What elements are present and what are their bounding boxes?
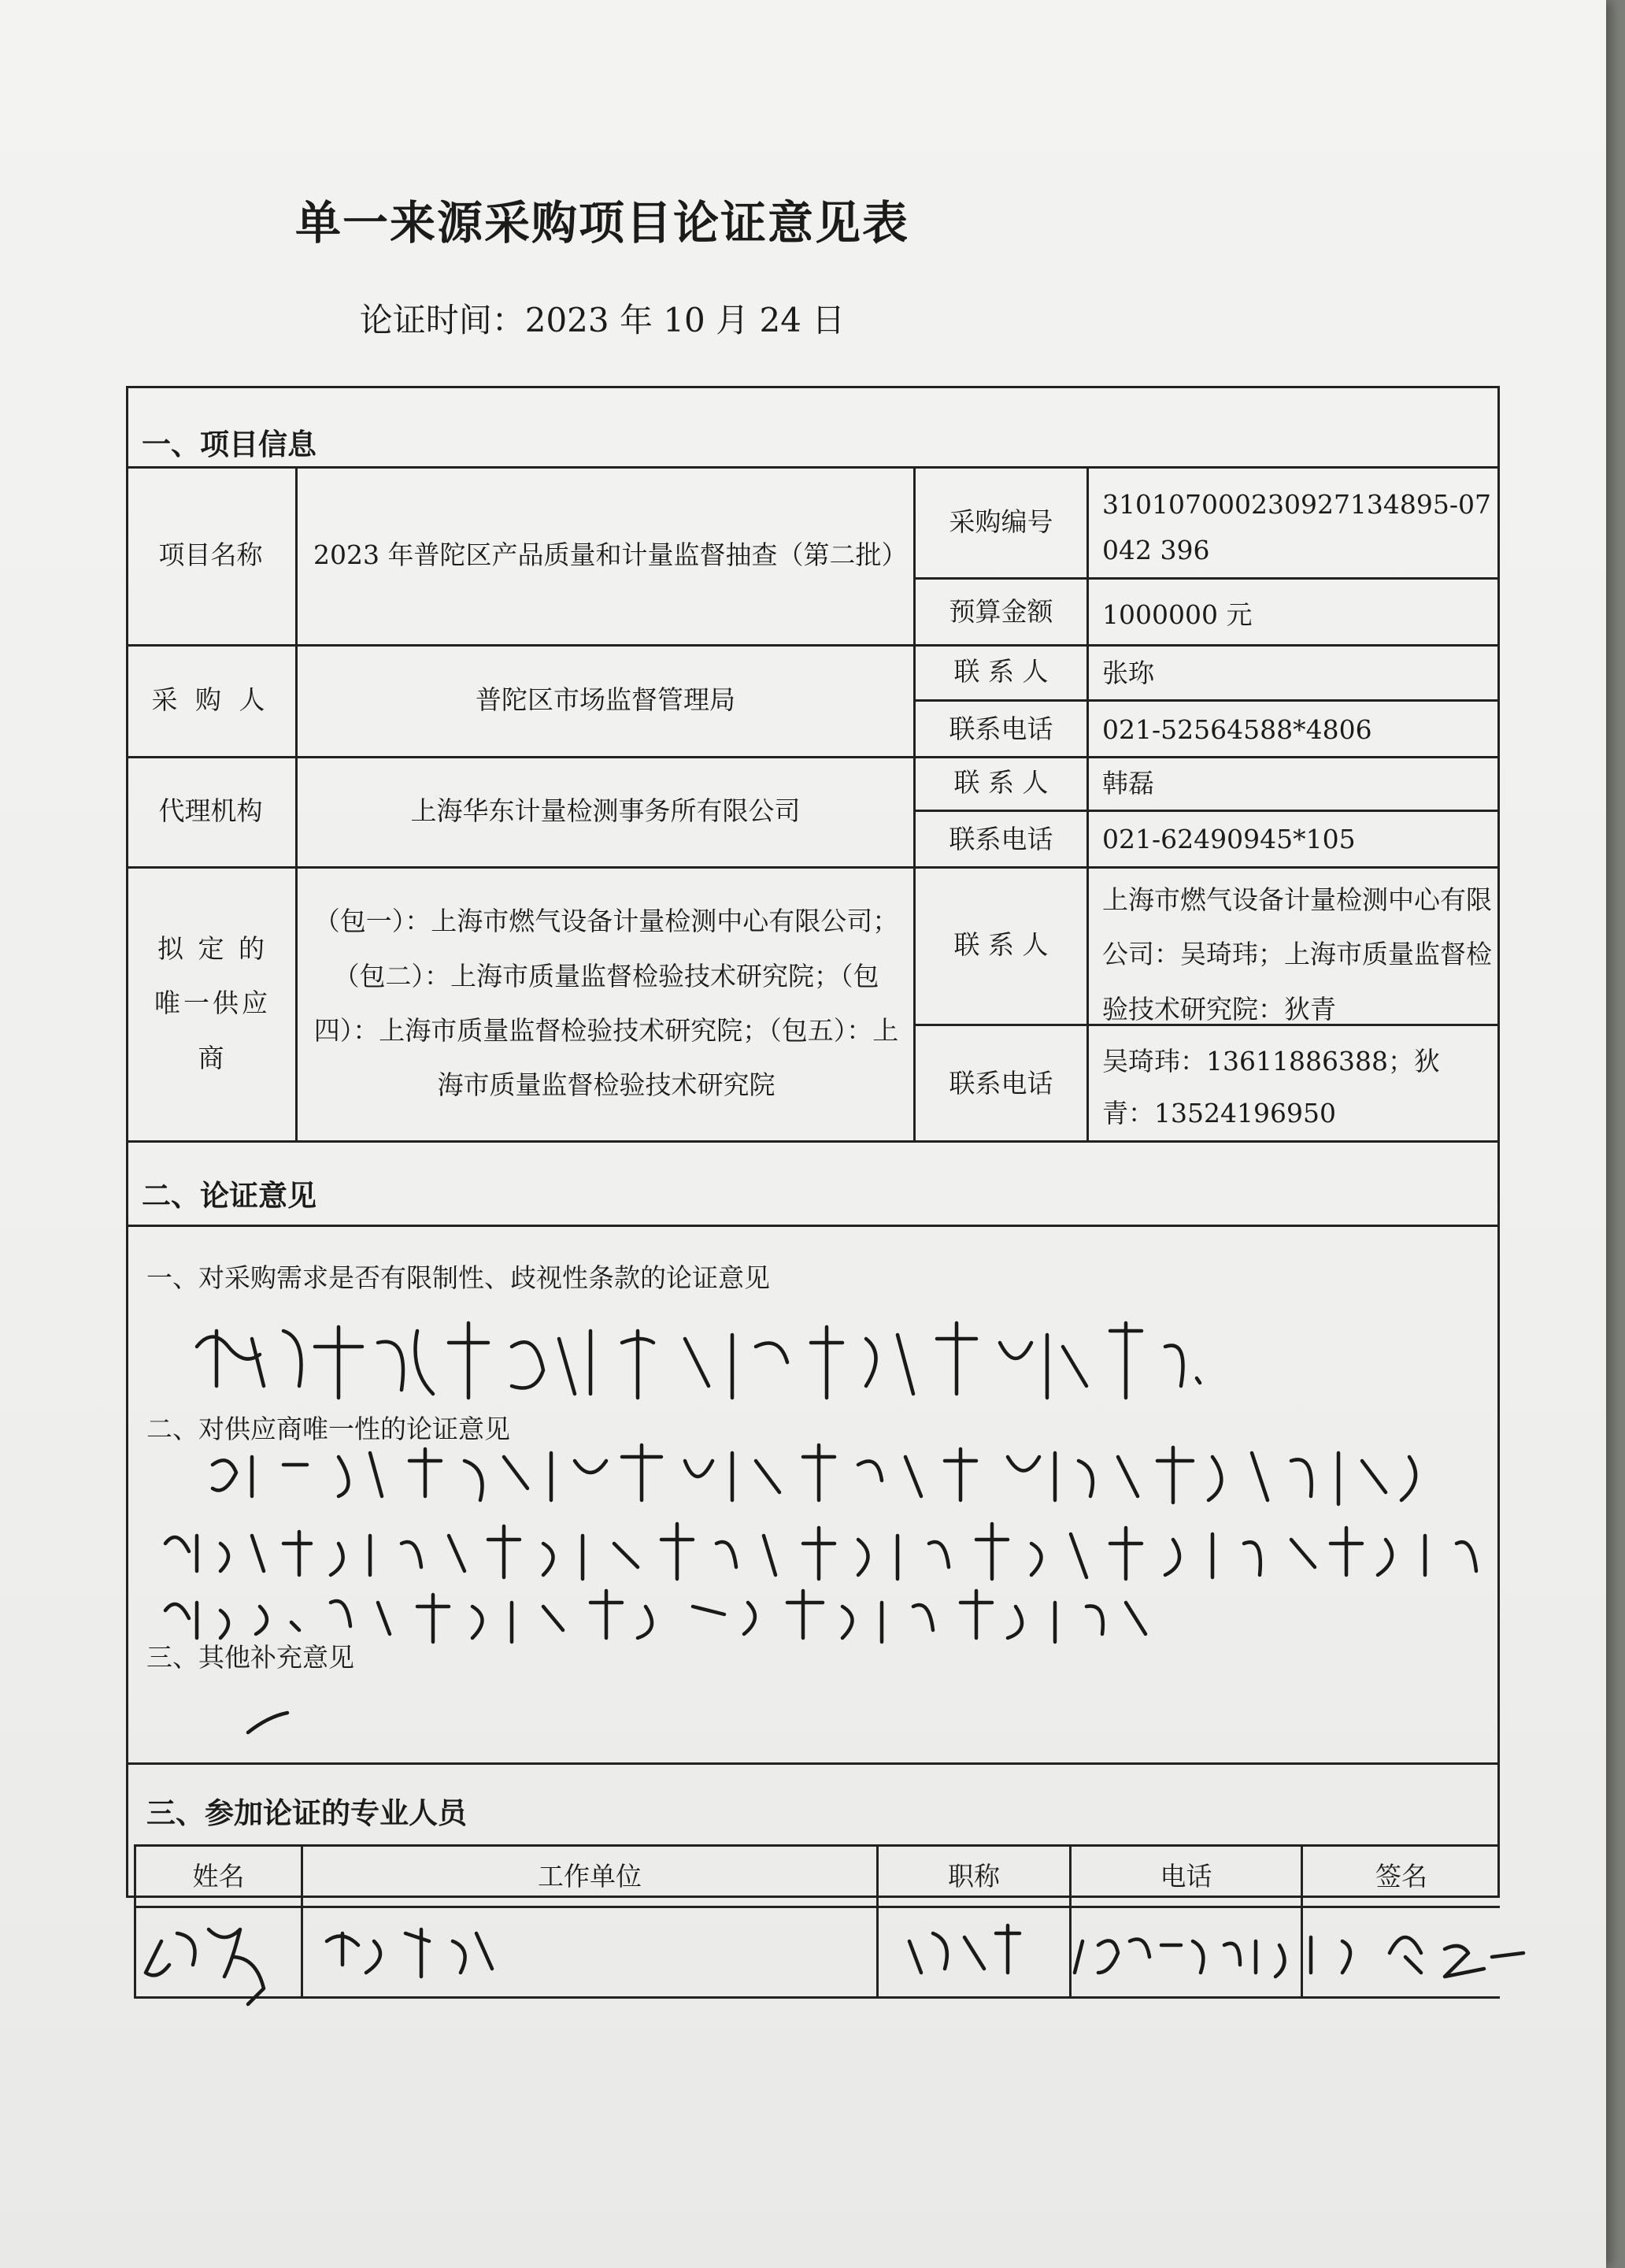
purchaser-value: 普陀区市场监督管理局: [476, 684, 735, 716]
supplier-label: 拟 定 的 唯一供应商: [154, 933, 271, 1073]
date-line: 论证时间：2023 年 10 月 24 日: [359, 301, 846, 339]
purchaser-contact-value: 张珎: [1102, 658, 1154, 688]
col-name: 姓名: [192, 1860, 245, 1892]
procurement-no-value: 3101070002309271348​95-07042 396: [1102, 489, 1492, 565]
question-restrictive-terms: 一、对采购需求是否有限制性、歧视性条款的论证意见: [146, 1262, 770, 1293]
col-signature: 签名: [1375, 1860, 1427, 1892]
section-heading-opinion: 二、论证意见: [142, 1179, 316, 1213]
col-title: 职称: [948, 1860, 1000, 1892]
purchaser-label: 采 购 人: [151, 684, 270, 716]
col-work-unit: 工作单位: [538, 1860, 642, 1892]
purchaser-contact-label: 联 系 人: [953, 656, 1049, 687]
handwritten-expert-row: [138, 1910, 1539, 2020]
supplier-phone-label: 联系电话: [949, 1067, 1053, 1099]
document-title: 单一来源采购项目论证意见表: [294, 196, 909, 250]
supplier-contact-label: 联 系 人: [953, 929, 1049, 961]
agency-contact-value: 韩磊: [1102, 768, 1154, 799]
section-heading-project-info: 一、项目信息: [142, 428, 316, 461]
procurement-no-label: 采购编号: [949, 506, 1053, 537]
agency-contact-label: 联 系 人: [953, 767, 1049, 799]
supplier-phone-value: 吴琦玮：13611886388；狄青：13524196950: [1102, 1046, 1440, 1128]
handwritten-opinion-1: [181, 1299, 1480, 1425]
budget-label: 预算金额: [949, 596, 1053, 628]
agency-phone-value: 021-62490945*105: [1102, 824, 1356, 854]
project-name-label: 项目名称: [158, 539, 263, 571]
question-other-opinions: 三、其他补充意见: [146, 1642, 354, 1673]
budget-value: 1000000 元: [1102, 599, 1253, 630]
purchaser-phone-label: 联系电话: [949, 713, 1053, 744]
section-heading-experts: 三、参加论证的专业人员: [146, 1796, 467, 1830]
supplier-value: （包一）：上海市燃气设备计量检测中心有限公司；（包二）：上海市质量监督检验技术研究院；（包四）：上海市质量监督检验技术研究院；（包五）：上海市质量监督检验技术研究院: [313, 906, 899, 1101]
agency-phone-label: 联系电话: [949, 823, 1053, 854]
agency-label: 代理机构: [158, 795, 263, 827]
project-name-value: 2023 年普陀区产品质量和计量监督抽查（第二批）: [313, 539, 908, 571]
col-phone: 电话: [1160, 1860, 1212, 1892]
handwritten-dash: [244, 1707, 291, 1739]
supplier-contact-value: 上海市燃气设备计量检测中心有限公司：吴琦玮；上海市质量监督检验技术研究院：狄青: [1102, 884, 1492, 1025]
question-supplier-uniqueness: 二、对供应商唯一性的论证意见: [146, 1414, 510, 1444]
agency-value: 上海华东计量检测事务所有限公司: [410, 795, 801, 827]
purchaser-phone-value: 021-52564588*4806: [1102, 714, 1372, 745]
handwritten-opinion-2: [150, 1441, 1512, 1646]
